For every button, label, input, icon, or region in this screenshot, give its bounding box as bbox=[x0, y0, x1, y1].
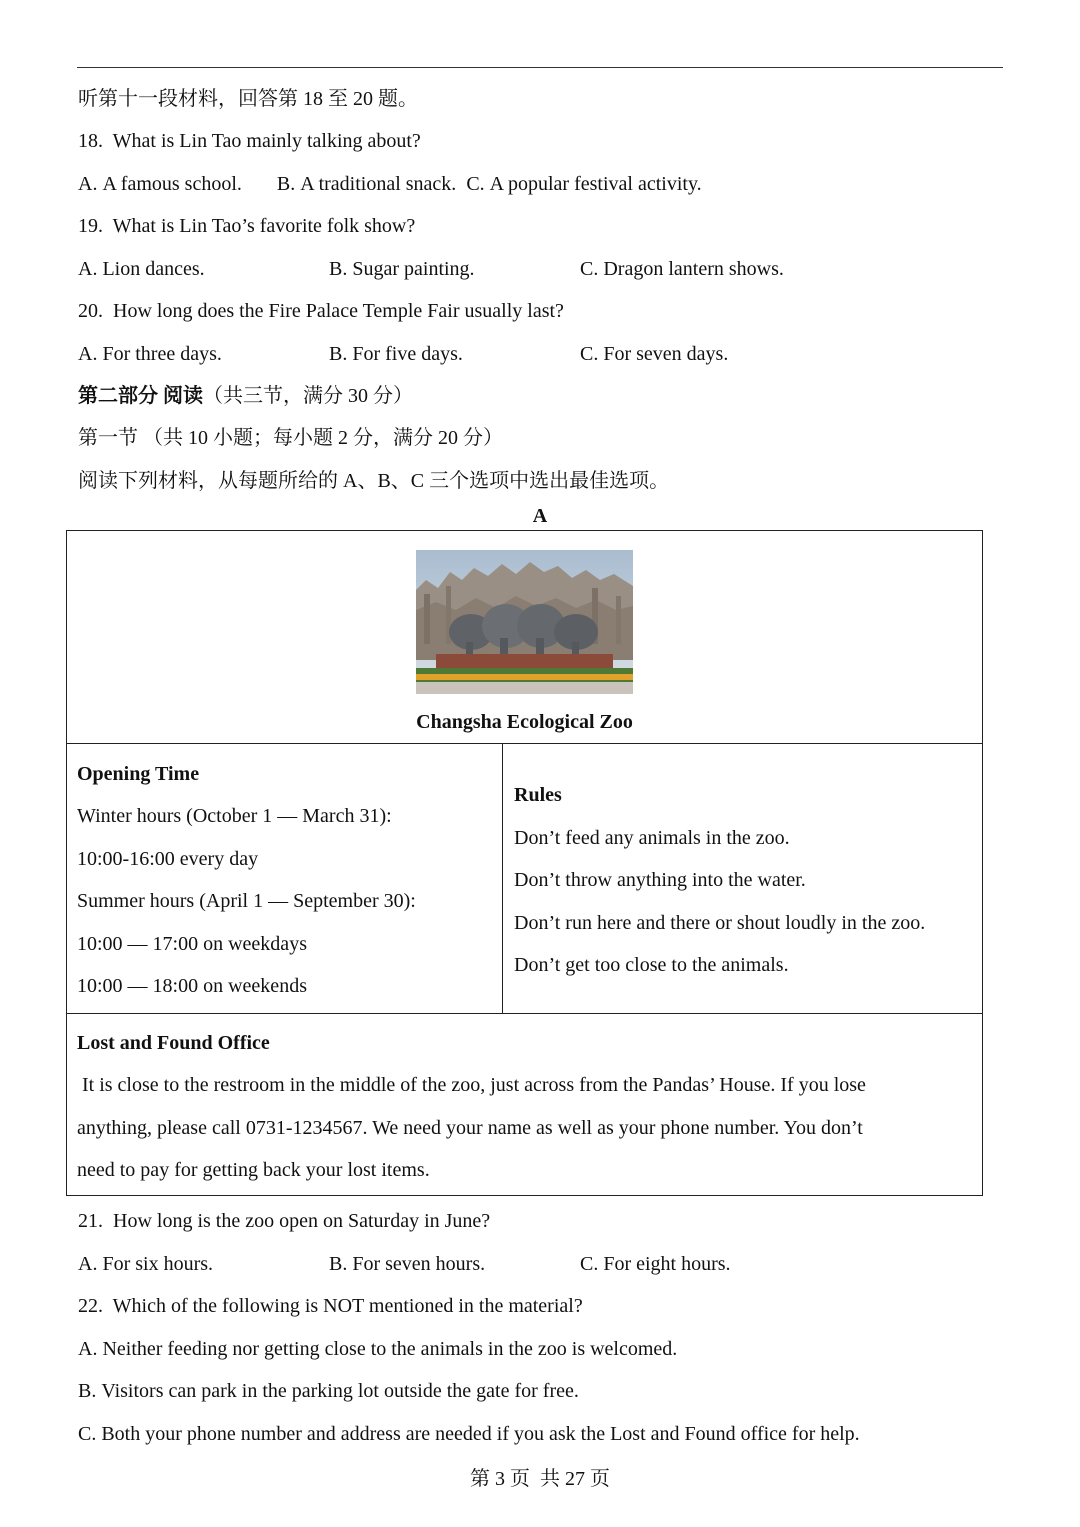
page-footer: 第 3 页 共 27 页 bbox=[470, 1468, 610, 1490]
lost-and-found-line: It is close to the restroom in the middle of the zoo, just across from the Pandas’ House. If you lose bbox=[77, 1074, 866, 1096]
part2-heading bbox=[78, 383, 413, 409]
option-b: B. For five days. bbox=[329, 343, 463, 365]
question-text: What is Lin Tao mainly talking about? bbox=[112, 130, 421, 152]
opening-time-line: Summer hours (April 1 — September 30): bbox=[77, 890, 416, 912]
option-c: C. Both your phone number and address are needed if you ask the Lost and Found office for help. bbox=[78, 1423, 860, 1445]
passage-label: A bbox=[532, 505, 548, 527]
page-number: 3 bbox=[495, 1468, 505, 1490]
part2-title-note: （共三节，满分 30 分） bbox=[203, 385, 413, 407]
zoo-title: Changsha Ecological Zoo bbox=[416, 711, 633, 733]
column-divider bbox=[502, 744, 503, 1013]
info-row bbox=[67, 744, 982, 1014]
rule-line: Don’t run here and there or shout loudly in the zoo. bbox=[514, 912, 926, 934]
question-18 bbox=[78, 128, 421, 154]
option-a: A. For three days. bbox=[78, 343, 222, 365]
opening-time-line: 10:00-16:00 every day bbox=[77, 848, 259, 870]
lost-and-found-heading: Lost and Found Office bbox=[77, 1032, 270, 1054]
opening-time-line: 10:00 — 17:00 on weekdays bbox=[77, 933, 307, 955]
option-b: B. Sugar painting. bbox=[329, 258, 475, 280]
lost-and-found-line: anything, please call 0731-1234567. We need your name as well as your phone number. You don’t bbox=[77, 1117, 863, 1139]
part2-title: 第二部分 阅读 bbox=[78, 385, 203, 407]
question-number: 19. bbox=[78, 215, 103, 237]
option-b: B. For seven hours. bbox=[329, 1253, 486, 1275]
opening-time-line: Winter hours (October 1 — March 31): bbox=[77, 805, 392, 827]
option-a: A. Lion dances. bbox=[78, 258, 205, 280]
question-text: How long is the zoo open on Saturday in June? bbox=[113, 1210, 491, 1232]
header-rule bbox=[77, 67, 1003, 68]
part2-instruction: 阅读下列材料，从每题所给的 A、B、C 三个选项中选出最佳选项。 bbox=[78, 470, 670, 492]
option-a: A. A famous school. bbox=[78, 173, 242, 195]
total-pages: 27 bbox=[565, 1468, 585, 1490]
option-c: C. For eight hours. bbox=[580, 1253, 731, 1275]
opening-time-heading: Opening Time bbox=[77, 763, 200, 785]
option-c: C. For seven days. bbox=[580, 343, 729, 365]
question-21 bbox=[78, 1208, 490, 1234]
rule-line: Don’t get too close to the animals. bbox=[514, 954, 789, 976]
question-number: 21. bbox=[78, 1210, 103, 1232]
rule-line: Don’t feed any animals in the zoo. bbox=[514, 827, 790, 849]
zoo-notice-table bbox=[66, 530, 983, 1196]
question-number: 20. bbox=[78, 300, 103, 322]
option-a: A. For six hours. bbox=[78, 1253, 214, 1275]
option-c: C. Dragon lantern shows. bbox=[580, 258, 784, 280]
question-number: 22. bbox=[78, 1295, 103, 1317]
zoo-gate-photo bbox=[416, 550, 633, 694]
lost-and-found-line: need to pay for getting back your lost items. bbox=[77, 1159, 430, 1181]
part2-section1: 第一节 （共 10 小题；每小题 2 分，满分 20 分） bbox=[78, 427, 503, 449]
question-text: What is Lin Tao’s favorite folk show? bbox=[112, 215, 416, 237]
opening-time-line: 10:00 — 18:00 on weekends bbox=[77, 975, 307, 997]
question-19 bbox=[78, 213, 415, 239]
rule-line: Don’t throw anything into the water. bbox=[514, 869, 806, 891]
option-a: A. Neither feeding nor getting close to the animals in the zoo is welcomed. bbox=[78, 1338, 678, 1360]
option-b: B. A traditional snack. bbox=[276, 173, 457, 195]
listening-section-intro: 听第十一段材料，回答第 18 至 20 题。 bbox=[78, 88, 418, 110]
question-text: How long does the Fire Palace Temple Fair usually last? bbox=[113, 300, 564, 322]
option-c: C. A popular festival activity. bbox=[466, 173, 702, 195]
option-b: B. Visitors can park in the parking lot outside the gate for free. bbox=[78, 1380, 579, 1402]
rules-heading: Rules bbox=[514, 784, 562, 806]
question-20 bbox=[78, 298, 564, 324]
question-22 bbox=[78, 1293, 583, 1319]
lost-and-found-cell bbox=[67, 1014, 982, 1197]
elephant-statue-image bbox=[416, 550, 633, 694]
photo-cell bbox=[67, 531, 982, 744]
question-18-options bbox=[78, 171, 702, 197]
question-number: 18. bbox=[78, 130, 103, 152]
question-text: Which of the following is NOT mentioned in the material? bbox=[112, 1295, 583, 1317]
